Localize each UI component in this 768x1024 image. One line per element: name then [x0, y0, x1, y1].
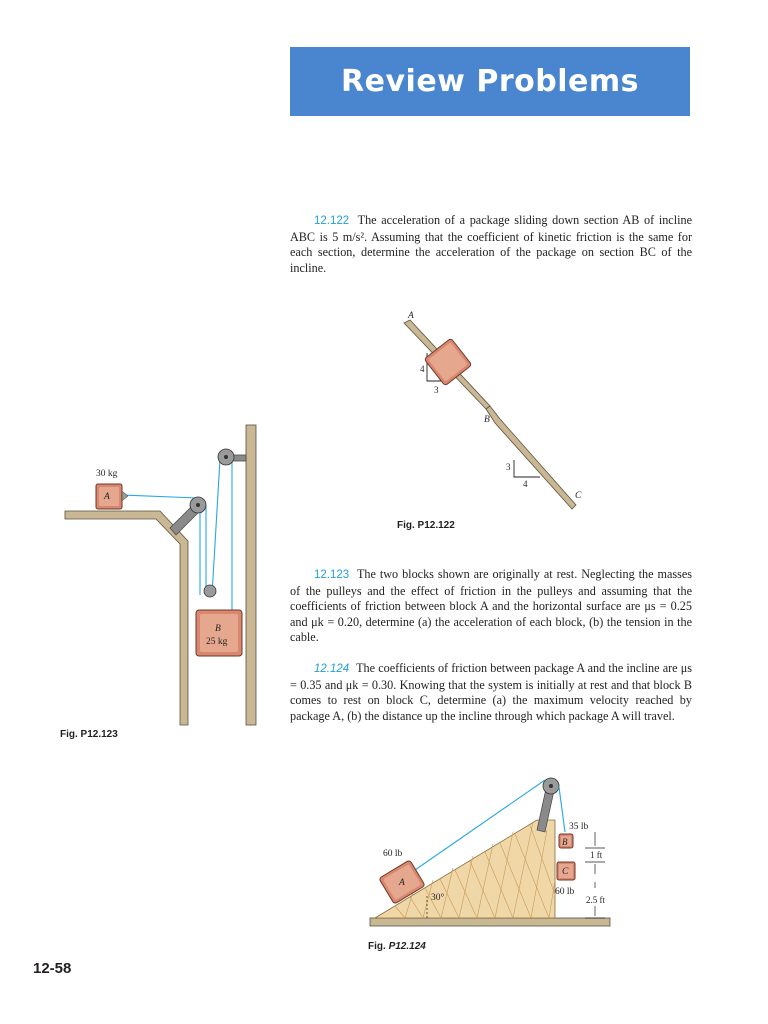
block-b-label: B: [215, 624, 221, 634]
page-number: 12-58: [33, 960, 72, 977]
weight-b-label: 35 lb: [569, 822, 589, 832]
problem-number: 12.122: [314, 215, 350, 227]
block-a-label: A: [399, 878, 405, 888]
block-pulley: [204, 585, 216, 597]
section-header: [290, 47, 690, 116]
figure-p12-124: [365, 770, 615, 935]
block-b-label: B: [562, 837, 568, 847]
figure-p12-123: [60, 425, 270, 725]
ground-surface: [65, 511, 188, 725]
caption-p12-124: [368, 941, 426, 952]
problem-12-124: [290, 661, 692, 724]
ground: [370, 918, 610, 926]
figure-p12-122: [390, 305, 600, 520]
caption-p12-122: Fig. P12.122: [397, 520, 455, 531]
block-a: [96, 484, 128, 509]
slope1-rise: 4: [420, 364, 425, 374]
vertical-wall: [246, 425, 256, 725]
slope2-rise: 3: [506, 462, 511, 472]
mass-b-label: 25 kg: [206, 637, 228, 647]
weight-a-label: 60 lb: [383, 849, 403, 859]
dimension-lines: [585, 832, 605, 918]
problem-number: 12.124: [314, 663, 350, 675]
slope1-run: 3: [434, 385, 439, 395]
height-label: 2.5 ft: [586, 895, 605, 905]
label-c: C: [575, 491, 582, 501]
label-b: B: [484, 415, 490, 425]
problem-text: The coefficients of friction between package A and the incline are μs = 0.35 and μk = 0.30. Knowing that the system is initially at rest and that block B comes to rest on block C, determine (a) the maximum velocity reached by package A, (b) the distance up the incline through which package A will travel.: [290, 661, 692, 723]
incline-bc: [486, 406, 576, 509]
problem-text: The acceleration of a package sliding down section AB of incline ABC is 5 m/s². Assuming that the coefficient of kinetic friction is the same for each section, determine the acceleration of the package on section BC of the incline.: [290, 213, 692, 275]
problem-12-123: [290, 567, 692, 646]
caption-p12-123: Fig. P12.123: [60, 729, 118, 740]
problem-text: The two blocks shown are originally at rest. Neglecting the masses of the pulleys and the effect of friction in the pulleys and assuming that the coefficients of friction between block A and the horizontal surface are μs = 0.25 and μk = 0.20, determine (a) the acceleration of each block, (b) the tension in the cable.: [290, 567, 693, 645]
mass-a-label: 30 kg: [96, 469, 118, 479]
caption-prefix: Fig.: [368, 941, 389, 952]
slope2-run: 4: [523, 479, 528, 489]
label-a: A: [408, 311, 414, 321]
angle-label: 30°: [431, 893, 445, 903]
problem-number: 12.123: [314, 569, 350, 581]
caption-number: P12.124: [388, 941, 426, 952]
block-a-label: A: [104, 492, 110, 502]
section-title: Review Problems: [341, 64, 639, 99]
block-c-label: C: [562, 867, 569, 877]
gap-label: 1 ft: [590, 850, 603, 860]
weight-c-label: 60 lb: [555, 887, 575, 897]
problem-12-122: [290, 213, 692, 276]
